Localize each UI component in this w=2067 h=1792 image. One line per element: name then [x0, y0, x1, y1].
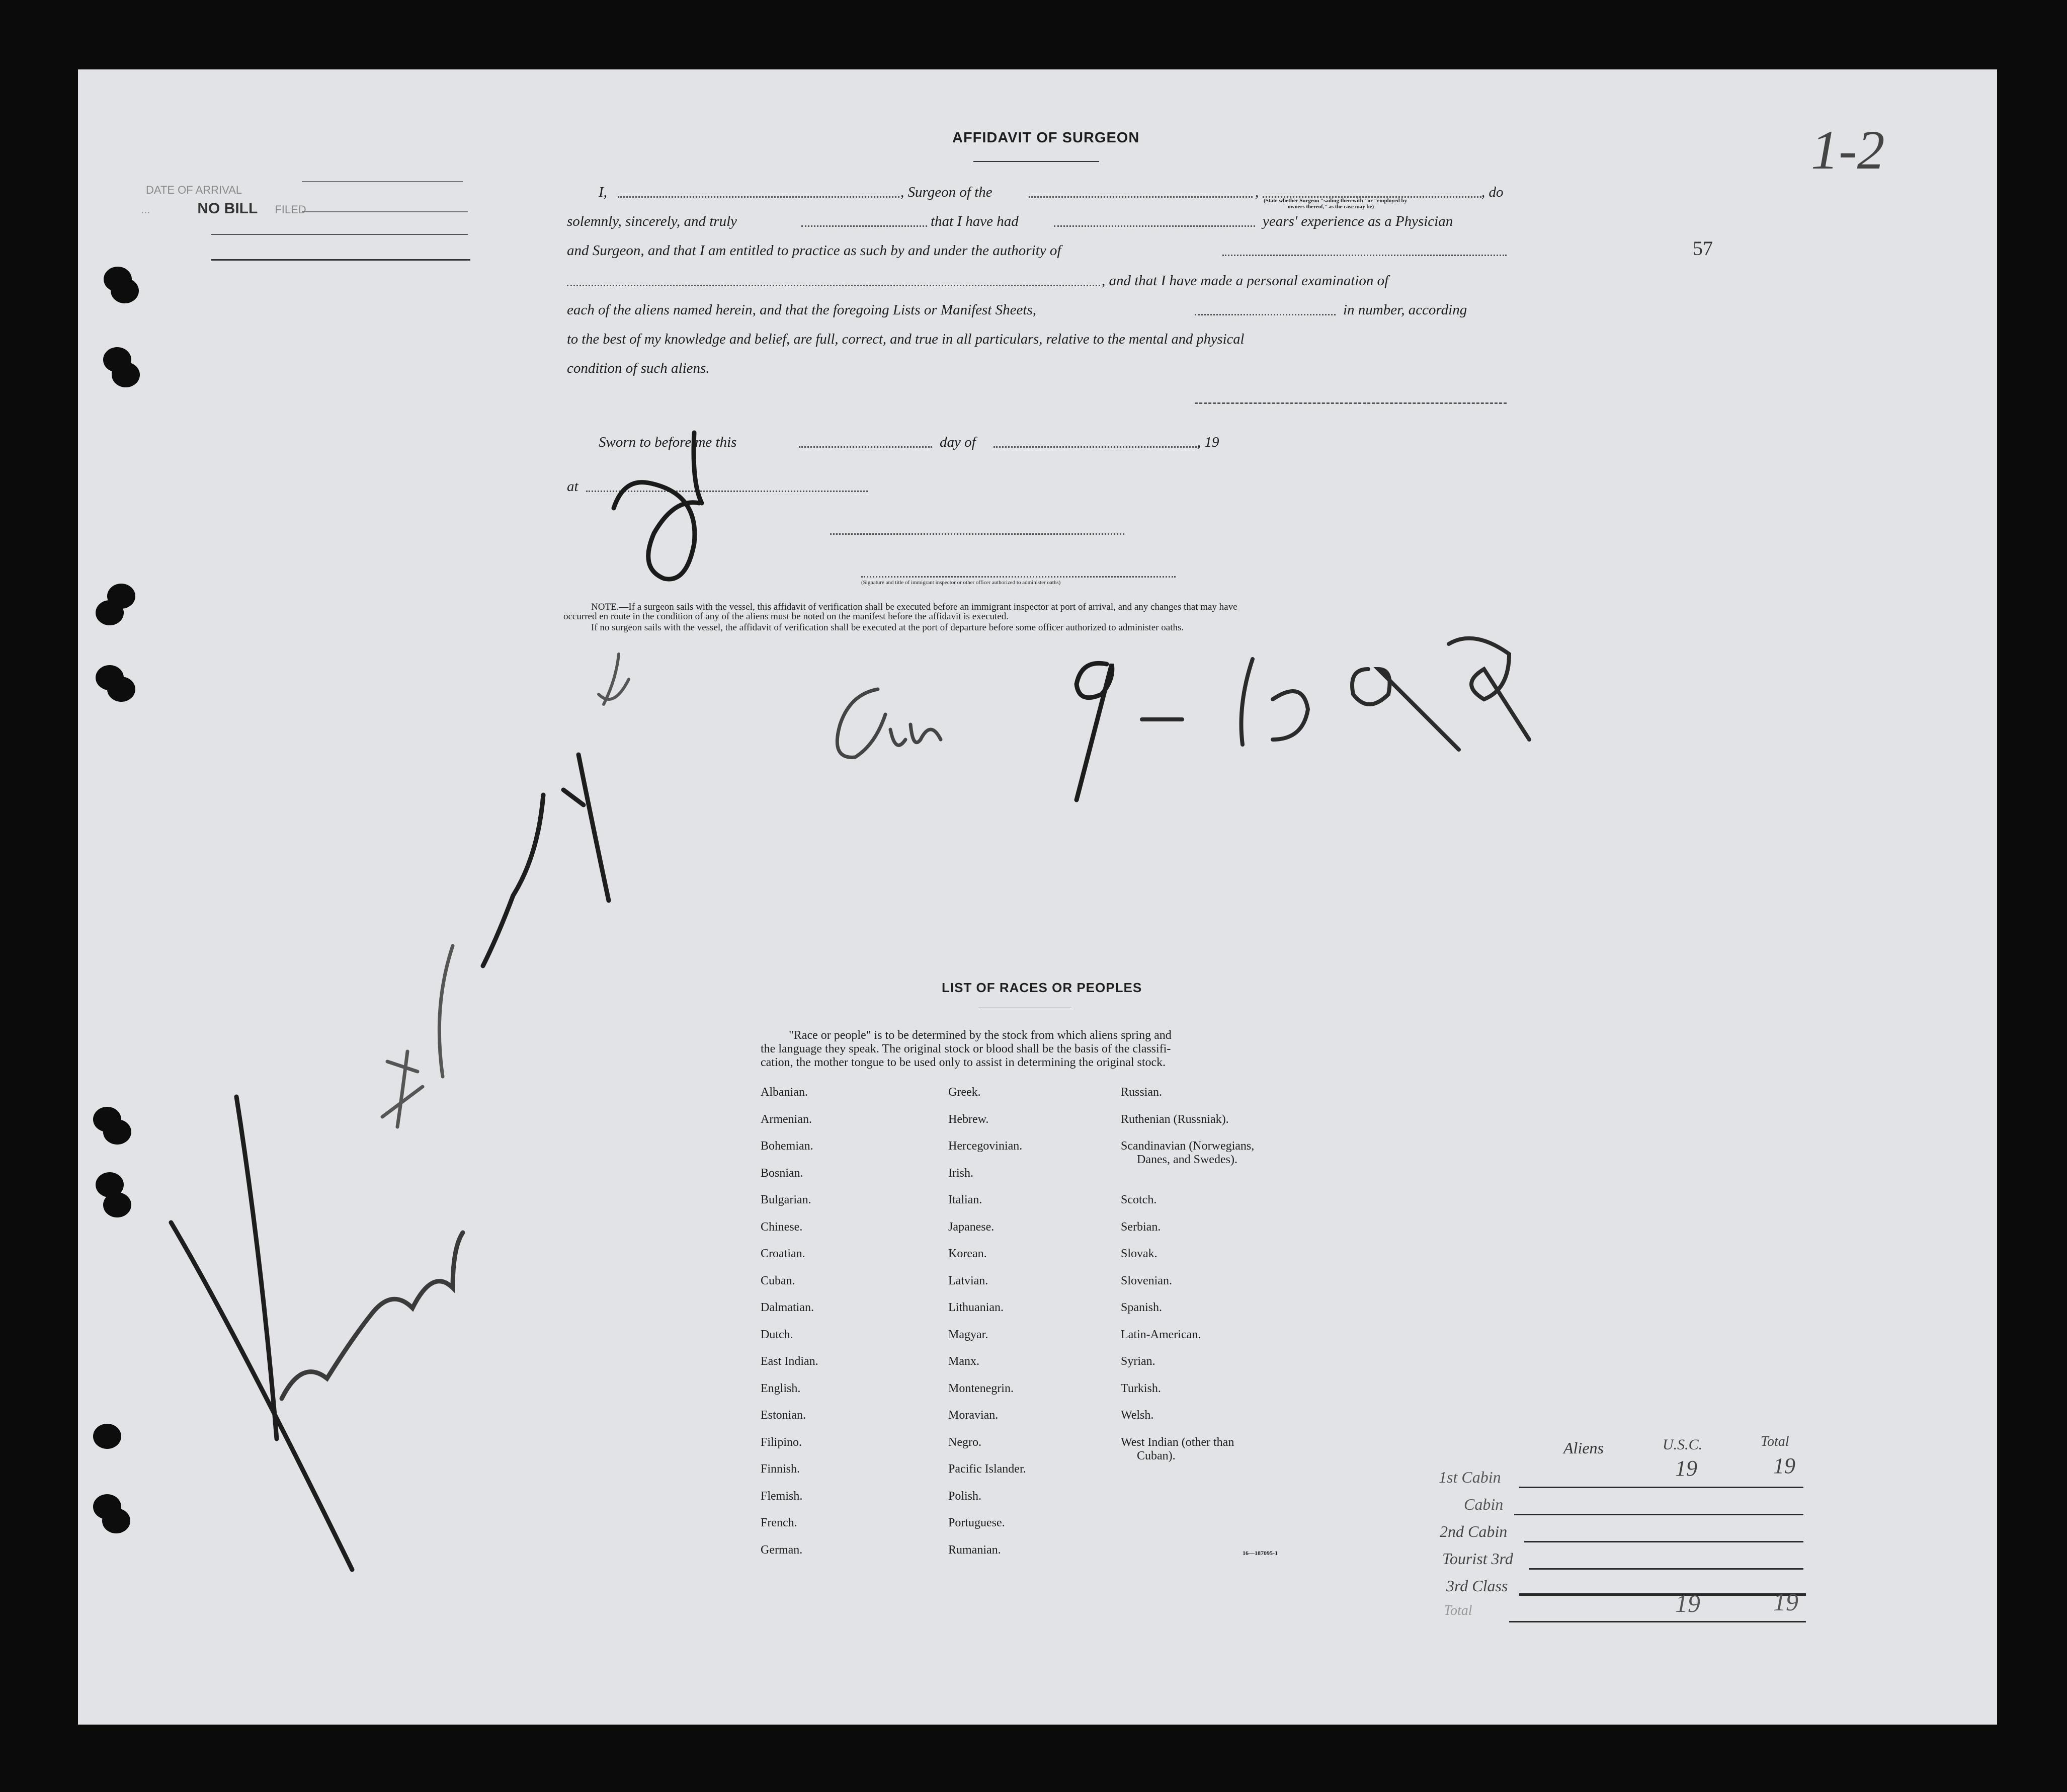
- race-item: Magyar.: [948, 1328, 988, 1341]
- stamp-line-1: DATE OF ARRIVAL: [146, 184, 242, 196]
- affidavit-l3: and Surgeon, and that I am entitled to practice as such by and under the authority of: [567, 242, 1061, 259]
- note-3: If no surgeon sails with the vessel, the affidavit of verification shall be executed at the port of departure before some officer authorized to administer oaths.: [591, 622, 1184, 633]
- races-title: LIST OF RACES OR PEOPLES: [942, 980, 1142, 995]
- race-item: Cuban.: [761, 1274, 795, 1287]
- races-intro-1: "Race or people" is to be determined by the stock from which aliens spring and: [789, 1029, 1172, 1042]
- page-number: 57: [1693, 237, 1713, 260]
- affidavit-l7: condition of such aliens.: [567, 360, 710, 376]
- surgeon-type-note-1: (State whether Surgeon "sailing therewith" or "employed by: [1264, 198, 1408, 204]
- race-item: Irish.: [948, 1167, 973, 1180]
- note-1: NOTE.—If a surgeon sails with the vessel, this affidavit of verification shall be executed before an immigrant inspector at port of arrival, and any changes that may have: [591, 602, 1237, 612]
- stamp-prefix: ...: [141, 203, 150, 216]
- affidavit-title: AFFIDAVIT OF SURGEON: [952, 130, 1140, 146]
- race-item: Finnish.: [761, 1462, 800, 1476]
- race-item: Hercegovinian.: [948, 1139, 1023, 1153]
- race-item: Bohemian.: [761, 1139, 813, 1153]
- tally-row-label: 2nd Cabin: [1440, 1522, 1508, 1540]
- race-item: Moravian.: [948, 1409, 999, 1422]
- affidavit-l1-c: , do: [1481, 184, 1504, 200]
- race-item: Scandinavian (Norwegians,: [1121, 1139, 1255, 1153]
- race-item: Slovak.: [1121, 1247, 1157, 1260]
- at-label: at: [567, 478, 578, 495]
- tally-row-label: Total: [1444, 1603, 1472, 1618]
- tally-header-usc: U.S.C.: [1663, 1436, 1703, 1453]
- affidavit-l1-a: I,: [599, 184, 607, 200]
- race-item: Flemish.: [761, 1490, 803, 1503]
- tally-row-label: Tourist 3rd: [1442, 1550, 1513, 1568]
- affidavit-l5-b: in number, according: [1343, 302, 1467, 318]
- race-item: Bulgarian.: [761, 1193, 811, 1206]
- race-item: Scotch.: [1121, 1193, 1157, 1206]
- race-item: French.: [761, 1516, 797, 1529]
- race-item: East Indian.: [761, 1355, 818, 1368]
- tally-header-aliens: Aliens: [1563, 1439, 1604, 1457]
- race-item: Lithuanian.: [948, 1301, 1004, 1314]
- sworn-c: , 19: [1197, 434, 1219, 450]
- race-item: Negro.: [948, 1436, 981, 1449]
- race-item: Pacific Islander.: [948, 1462, 1026, 1476]
- affidavit-l4: , and that I have made a personal examination of: [1102, 273, 1389, 289]
- sworn-a: Sworn to before me this: [599, 434, 737, 450]
- tally-row-label: 1st Cabin: [1439, 1468, 1501, 1486]
- affidavit-l2-c: years' experience as a Physician: [1263, 213, 1453, 229]
- race-item: Latin-American.: [1121, 1328, 1201, 1341]
- race-item: Filipino.: [761, 1436, 802, 1449]
- tally-1st-usc: 19: [1675, 1456, 1697, 1481]
- tally-total-total: 19: [1773, 1588, 1798, 1616]
- affidavit-l2-a: solemnly, sincerely, and truly: [567, 213, 737, 229]
- race-item: Slovenian.: [1121, 1274, 1172, 1287]
- race-item: Dutch.: [761, 1328, 793, 1341]
- race-item: Serbian.: [1121, 1220, 1161, 1234]
- race-item: Rumanian.: [948, 1543, 1001, 1557]
- race-item: Welsh.: [1121, 1409, 1154, 1422]
- race-item: Bosnian.: [761, 1167, 803, 1180]
- race-item: Ruthenian (Russniak).: [1121, 1113, 1229, 1126]
- corner-mark: 1-2: [1811, 119, 1885, 181]
- race-item: Greek.: [948, 1086, 981, 1099]
- tally-header-total: Total: [1761, 1434, 1789, 1449]
- race-item: Chinese.: [761, 1220, 803, 1234]
- sworn-b: day of: [940, 434, 976, 450]
- affidavit-l5-a: each of the aliens named herein, and that the foregoing Lists or Manifest Sheets,: [567, 302, 1036, 318]
- race-item: Turkish.: [1121, 1382, 1161, 1395]
- note-2: occurred en route in the condition of any of the aliens must be noted on the manifest before the affidavit is executed.: [563, 611, 1009, 622]
- affidavit-l1-b: , Surgeon of the: [900, 184, 993, 200]
- race-item: Cuban).: [1137, 1449, 1176, 1462]
- tally-row-label: Cabin: [1464, 1495, 1504, 1513]
- race-item: Dalmatian.: [761, 1301, 814, 1314]
- race-item: Polish.: [948, 1490, 982, 1503]
- race-item: Montenegrin.: [948, 1382, 1014, 1395]
- form-code: 16—187095-1: [1243, 1550, 1278, 1557]
- race-item: Armenian.: [761, 1113, 812, 1126]
- affidavit-l6: to the best of my knowledge and belief, are full, correct, and true in all particulars, relative to the mental and physical: [567, 332, 1245, 347]
- tally-row-label: 3rd Class: [1446, 1577, 1508, 1595]
- race-item: Korean.: [948, 1247, 987, 1260]
- affidavit-l2-b: that I have had: [931, 213, 1019, 229]
- race-item: Spanish.: [1121, 1301, 1163, 1314]
- signature-caption: (Signature and title of immigrant inspector or other officer authorized to administer oaths): [861, 580, 1061, 586]
- race-item: English.: [761, 1382, 801, 1395]
- tally-total-usc: 19: [1675, 1589, 1700, 1617]
- race-item: Danes, and Swedes).: [1137, 1153, 1237, 1166]
- race-item: German.: [761, 1543, 803, 1557]
- stamp-suffix: FILED: [275, 203, 306, 216]
- surgeon-type-note-2: owners thereof," as the case may be): [1288, 204, 1374, 210]
- races-intro-2: the language they speak. The original stock or blood shall be the basis of the classifi-: [761, 1042, 1171, 1055]
- race-item: Manx.: [948, 1355, 979, 1368]
- race-item: Estonian.: [761, 1409, 806, 1422]
- race-item: Italian.: [948, 1193, 982, 1206]
- races-intro-3: cation, the mother tongue to be used only to assist in determining the original stock.: [761, 1056, 1166, 1069]
- stamp-bill: NO BILL: [197, 200, 258, 217]
- race-item: Portuguese.: [948, 1516, 1005, 1529]
- race-item: Hebrew.: [948, 1113, 989, 1126]
- race-item: Japanese.: [948, 1220, 995, 1234]
- tally-1st-total: 19: [1773, 1453, 1795, 1478]
- race-item: Syrian.: [1121, 1355, 1155, 1368]
- race-item: Croatian.: [761, 1247, 805, 1260]
- race-item: Latvian.: [948, 1274, 988, 1287]
- race-item: Russian.: [1121, 1086, 1163, 1099]
- race-item: Albanian.: [761, 1086, 808, 1099]
- race-item: West Indian (other than: [1121, 1436, 1234, 1449]
